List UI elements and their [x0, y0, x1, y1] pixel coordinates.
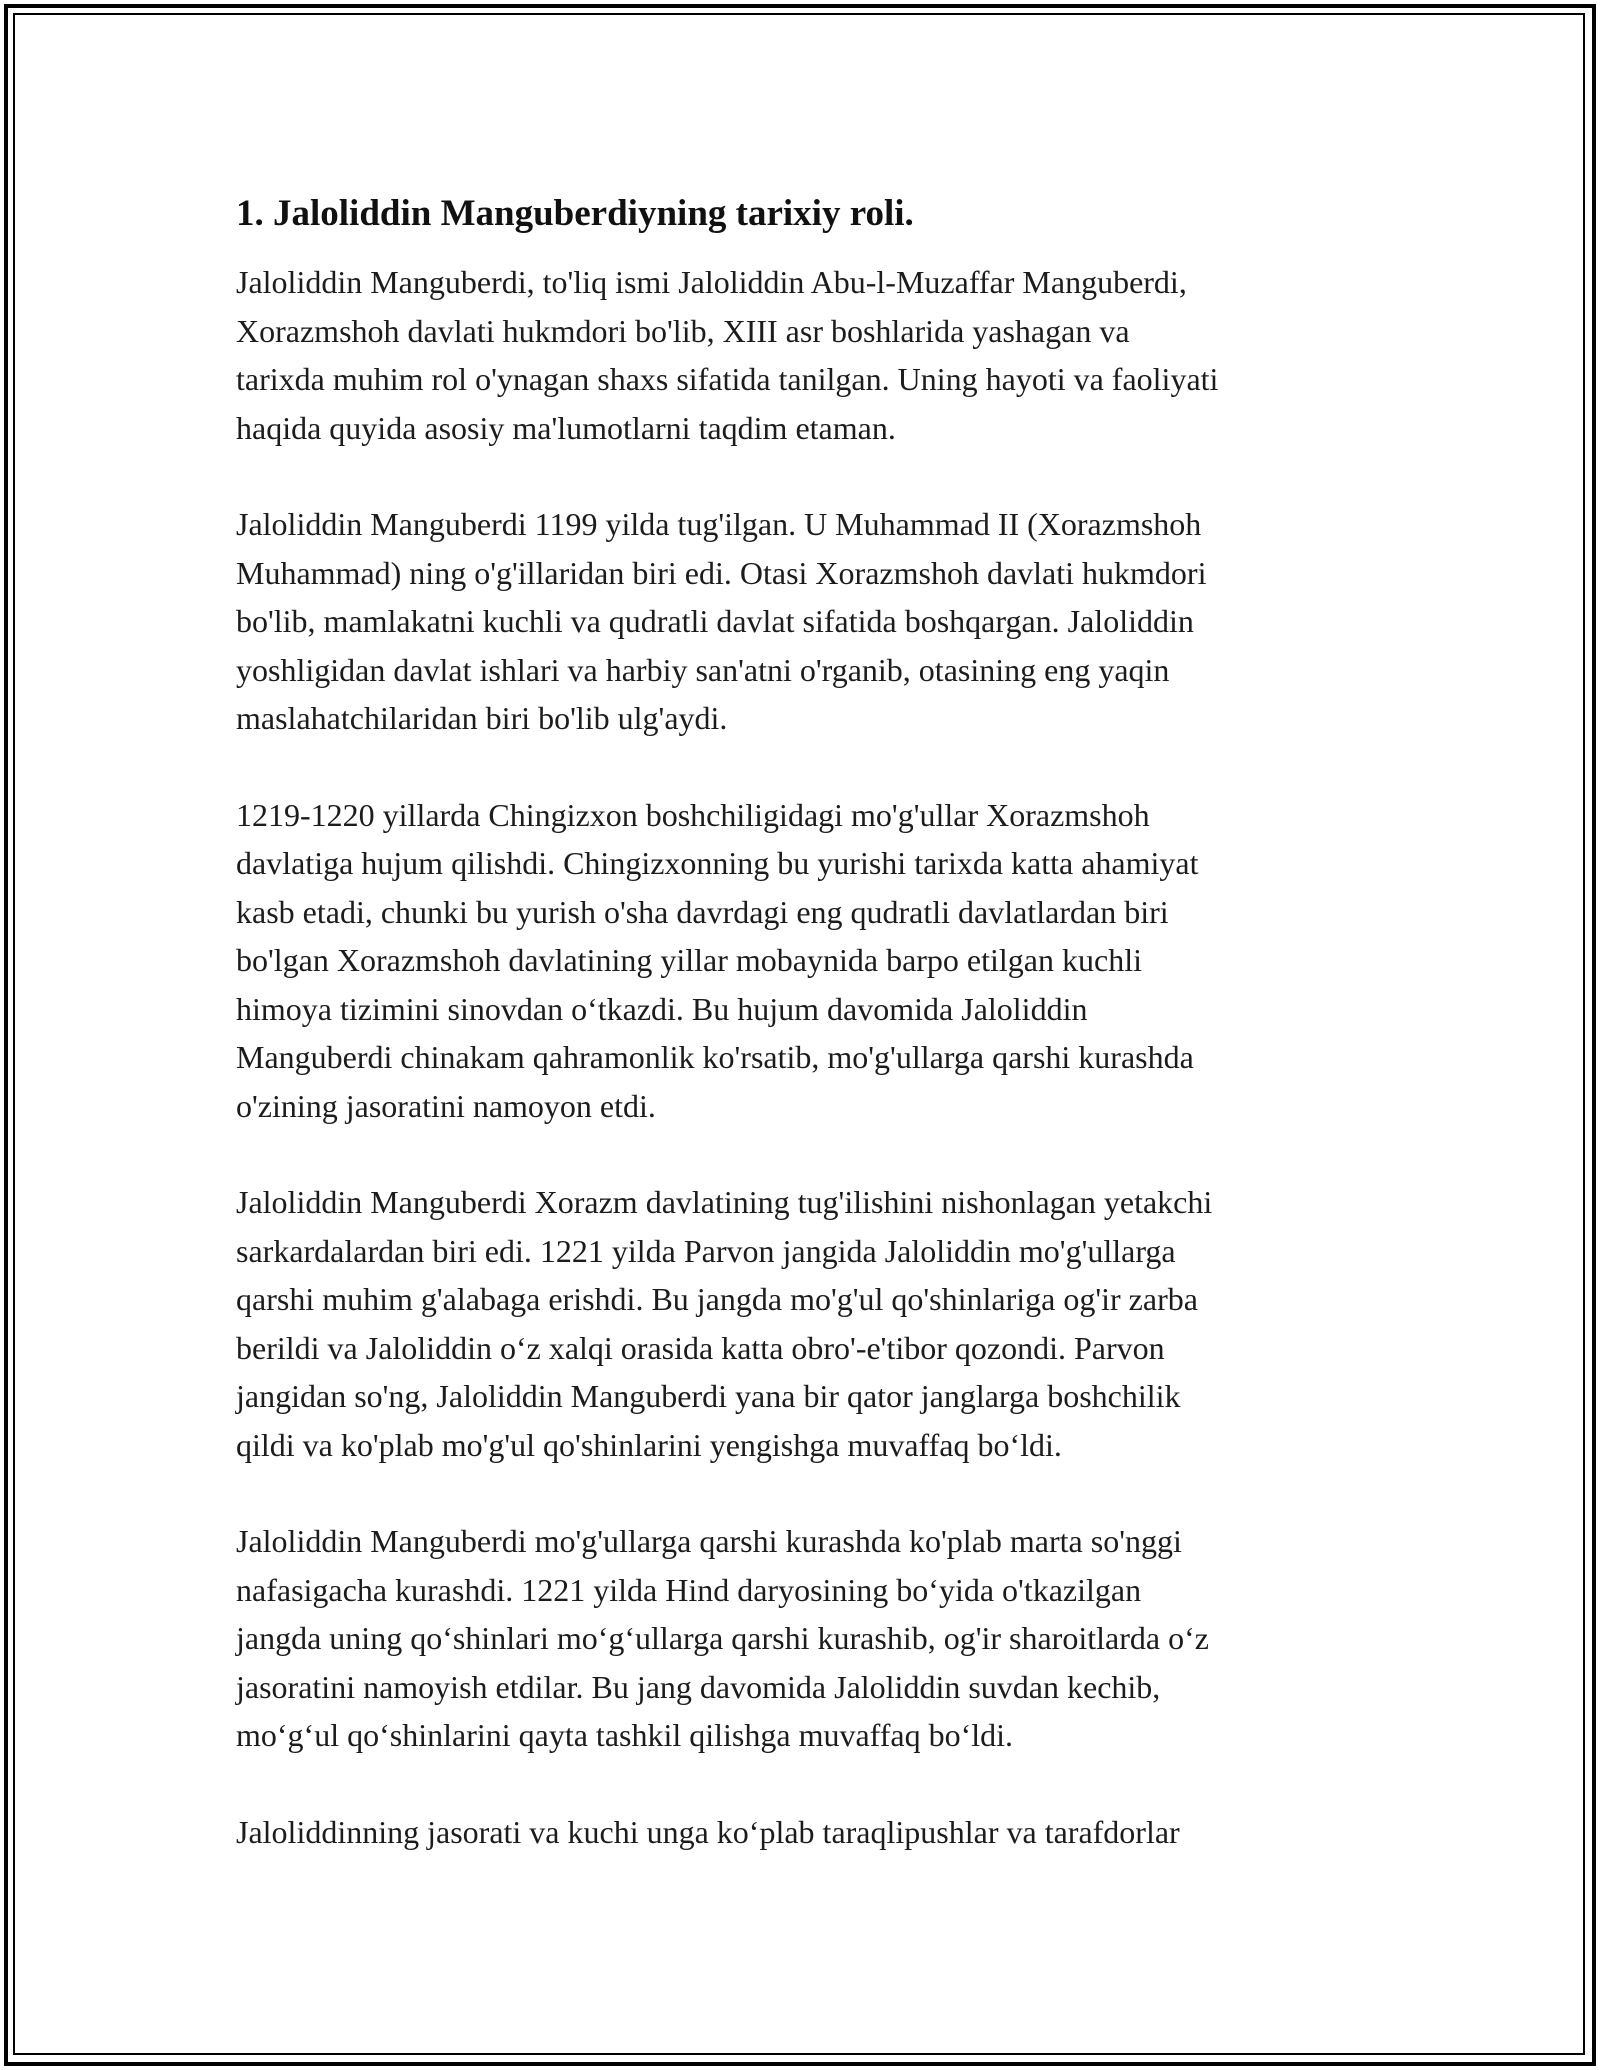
paragraph-birth: Jaloliddin Manguberdi 1199 yilda tug'ilgan. U Muhammad II (Xorazmshoh Muhammad) ning o'g'illaridan biri edi. Otasi Xorazmshoh davlati hukmdori bo'lib, mamlakatni kuchli va qudratli davlat sifatida boshqargan. Jaloliddin yoshligidan davlat ishlari va harbiy san'atni o'rganib, otasining eng yaqin maslahatchilaridan biri bo'lib ulg'aydi.: [236, 506, 1207, 736]
paragraph-legacy: Jaloliddinning jasorati va kuchi unga ko‘plab taraqlipushlar va tarafdorlar: [236, 1813, 1180, 1850]
paragraph-mongol-invasion: 1219-1220 yillarda Chingizxon boshchiligidagi mo'g'ullar Xorazmshoh davlatiga hujum qilishdi. Chingizxonning bu yurishi tarixda katta ahamiyat kasb etadi, chunki bu yurish o'sha davrdagi eng qudratli davlatlardan biri bo'lgan Xorazmshoh davlatining yillar mobaynida barpo etilgan kuchli himoya tizimini sinovdan o‘tkazdi. Bu hujum davomida Jaloliddin Manguberdi chinakam qahramonlik ko'rsatib, mo'g'ullarga qarshi kurashda o'zining jasoratini namoyon etdi.: [236, 796, 1199, 1124]
paragraph-parvan-battle: Jaloliddin Manguberdi Xorazm davlatining tug'ilishini nishonlagan yetakchi sarkardalardan biri edi. 1221 yilda Parvon jangida Jaloliddin mo'g'ullarga qarshi muhim g'alabaga erishdi. Bu jangda mo'g'ul qo'shinlariga og'ir zarba berildi va Jaloliddin o‘z xalqi orasida katta obro'-e'tibor qozondi. Parvon jangidan so'ng, Jaloliddin Manguberdi yana bir qator janglarga boshchilik qildi va ko'plab mo'g'ul qo'shinlarini yengishga muvaffaq bo‘ldi.: [236, 1184, 1213, 1463]
section-heading: 1. Jaloliddin Manguberdiyning tarixiy roli.: [236, 193, 914, 234]
document-body: [236, 190, 1366, 1904]
paragraph-intro: Jaloliddin Manguberdi, to'liq ismi Jaloliddin Abu-l-Muzaffar Manguberdi, Xorazmshoh davlati hukmdori bo'lib, XIII asr boshlarida yashagan va tarixda muhim rol o'ynagan shaxs sifatida tanilgan. Uning hayoti va faoliyati haqida quyida asosiy ma'lumotlarni taqdim etaman.: [236, 264, 1219, 446]
paragraph-indus-battle: Jaloliddin Manguberdi mo'g'ullarga qarshi kurashda ko'plab marta so'nggi nafasigacha kurashdi. 1221 yilda Hind daryosining bo‘yida o'tkazilgan jangda uning qo‘shinlari mo‘g‘ullarga qarshi kurashib, og'ir sharoitlarda o‘z jasoratini namoyish etdilar. Bu jang davomida Jaloliddin suvdan kechib, mo‘g‘ul qo‘shinlarini qayta tashkil qilishga muvaffaq bo‘ldi.: [236, 1523, 1209, 1753]
